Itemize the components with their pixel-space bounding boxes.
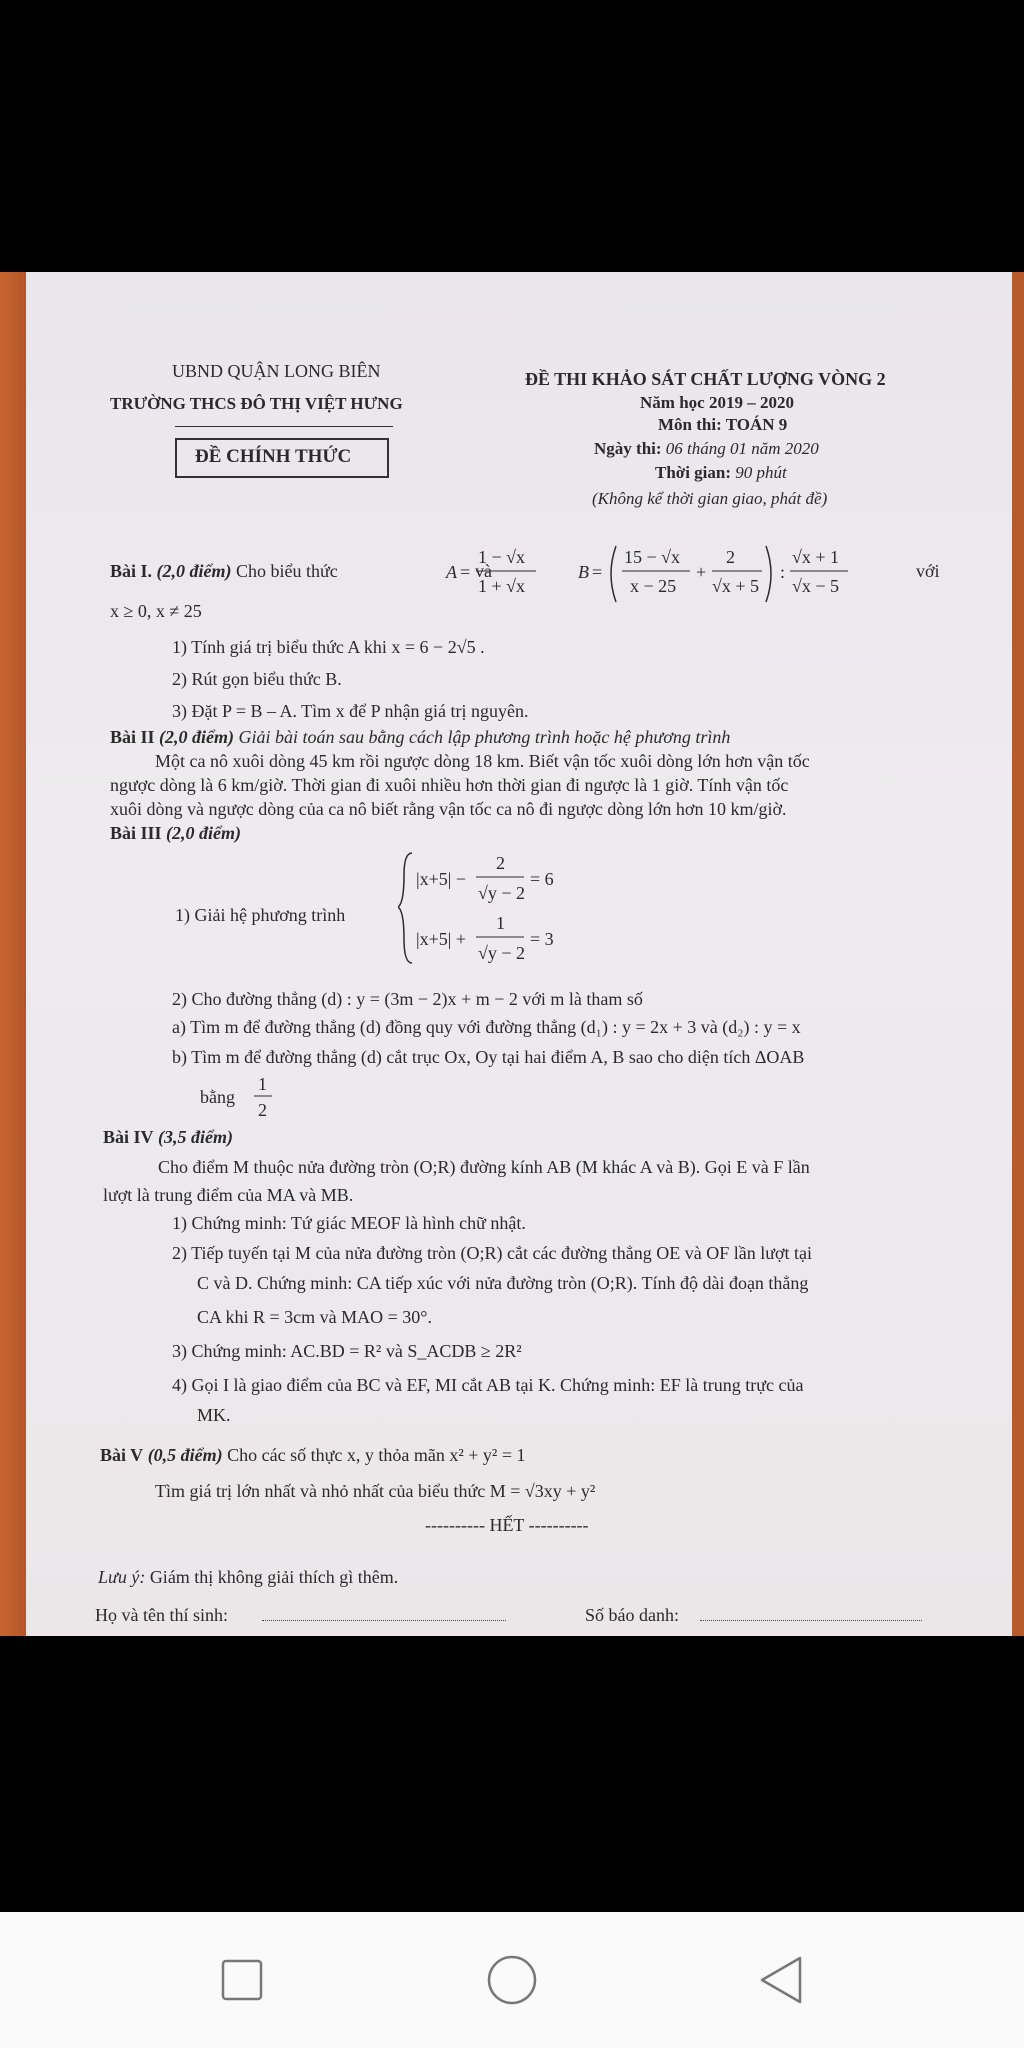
svg-text:=: = bbox=[592, 562, 603, 582]
bai4-q2a: 2) Tiếp tuyến tại M của nửa đường tròn (O;R) cắt các đường thẳng OE và OF lần lượt tại bbox=[172, 1243, 812, 1263]
table-edge-right bbox=[1012, 272, 1024, 1636]
note-text: Giám thị không giải thích gì thêm. bbox=[149, 1567, 399, 1587]
exam-note: (Không kể thời gian giao, phát đề) bbox=[592, 489, 828, 508]
svg-text:+: + bbox=[696, 562, 707, 582]
svg-text:= 3: = 3 bbox=[530, 929, 554, 949]
back-button[interactable] bbox=[752, 1950, 812, 2010]
svg-text:2: 2 bbox=[726, 547, 735, 567]
svg-text:A: A bbox=[446, 562, 457, 582]
svg-text:√y − 2: √y − 2 bbox=[478, 883, 526, 903]
bai4-q2b: C và D. Chứng minh: CA tiếp xúc với nửa đường tròn (O;R). Tính độ dài đoạn thẳng bbox=[197, 1273, 809, 1293]
exam-subject: Môn thi: TOÁN 9 bbox=[658, 415, 788, 434]
bai4-line2: lượt là trung điểm của MA và MB. bbox=[103, 1185, 354, 1205]
bai4-q4b: MK. bbox=[197, 1405, 231, 1425]
official-label: ĐỀ CHÍNH THỨC bbox=[195, 446, 352, 467]
bai1-q2: 2) Rút gọn biểu thức B. bbox=[172, 669, 342, 689]
district-name: UBND QUẬN LONG BIÊN bbox=[172, 361, 381, 381]
bai3-system bbox=[398, 845, 598, 975]
svg-text:15 − √x: 15 − √x bbox=[624, 547, 681, 567]
bai5-line2: Tìm giá trị lớn nhất và nhỏ nhất của biểu thức M = √3xy + y² bbox=[155, 1481, 596, 1501]
exam-time-label: Thời gian: bbox=[655, 463, 732, 482]
bai3-half bbox=[250, 1072, 280, 1122]
end-marker: ---------- HẾT ---------- bbox=[425, 1515, 589, 1535]
bai3-q2: 2) Cho đường thẳng (d) : y = (3m − 2)x + m − 2 với m là tham số bbox=[172, 989, 643, 1009]
note-label: Lưu ý: bbox=[98, 1567, 146, 1587]
svg-text:2: 2 bbox=[496, 853, 505, 873]
bai1-points: (2,0 điểm) bbox=[156, 561, 232, 581]
svg-text:= 6: = 6 bbox=[530, 869, 554, 889]
bai1-q3: 3) Đặt P = B – A. Tìm x để P nhận giá trị nguyên. bbox=[172, 701, 529, 721]
bai3-qa: a) Tìm m để đường thẳng (d) đồng quy với đường thẳng (d₁) : y = 2x + 3 và (d₂) : y = x bbox=[172, 1017, 801, 1037]
bai2-instruction: Giải bài toán sau bằng cách lập phương trình hoặc hệ phương trình bbox=[238, 727, 731, 747]
bai3-title: Bài III bbox=[110, 823, 162, 843]
table-edge-left bbox=[0, 272, 26, 1636]
svg-text:x − 25: x − 25 bbox=[630, 576, 677, 596]
bai4-q1: 1) Chứng minh: Tứ giác MEOF là hình chữ nhật. bbox=[172, 1213, 526, 1233]
svg-text:B: B bbox=[578, 562, 589, 582]
svg-text:1: 1 bbox=[496, 913, 505, 933]
bai1-formulas bbox=[440, 540, 940, 610]
bai4-points: (3,5 điểm) bbox=[158, 1127, 233, 1147]
exam-date: 06 tháng 01 năm 2020 bbox=[665, 439, 819, 458]
bai4-line1: Cho điểm M thuộc nửa đường tròn (O;R) đường kính AB (M khác A và B). Gọi E và F lần bbox=[158, 1157, 810, 1177]
bai1-condition: x ≥ 0, x ≠ 25 bbox=[110, 601, 202, 621]
school-name: TRƯỜNG THCS ĐÔ THỊ VIỆT HƯNG bbox=[110, 394, 403, 413]
svg-text:1: 1 bbox=[258, 1074, 267, 1094]
exam-time: 90 phút bbox=[735, 463, 787, 482]
square-icon bbox=[212, 1950, 272, 2010]
bai5-line1: Cho các số thực x, y thỏa mãn x² + y² = 1 bbox=[227, 1445, 526, 1465]
candidate-number-label: Số báo danh: bbox=[585, 1605, 679, 1625]
svg-text:√x + 5: √x + 5 bbox=[712, 576, 760, 596]
school-underline bbox=[175, 426, 393, 427]
navigation-bar bbox=[0, 1912, 1024, 2048]
candidate-name-label: Họ và tên thí sinh: bbox=[95, 1605, 228, 1625]
svg-text:√x + 1: √x + 1 bbox=[792, 547, 840, 567]
exam-date-label: Ngày thi: bbox=[594, 439, 662, 458]
bai4-q3: 3) Chứng minh: AC.BD = R² và S_ACDB ≥ 2R² bbox=[172, 1341, 522, 1361]
bai5-points: (0,5 điểm) bbox=[147, 1445, 223, 1465]
svg-text:√y − 2: √y − 2 bbox=[478, 943, 526, 963]
bai3-points: (2,0 điểm) bbox=[166, 823, 242, 843]
candidate-name-field bbox=[262, 1620, 506, 1621]
exam-title: ĐỀ THI KHẢO SÁT CHẤT LƯỢNG VÒNG 2 bbox=[525, 369, 886, 389]
recent-apps-button[interactable] bbox=[212, 1950, 272, 2010]
bai1-with: với bbox=[916, 561, 940, 581]
bai2-line1: Một ca nô xuôi dòng 45 km rồi ngược dòng 18 km. Biết vận tốc xuôi dòng lớn hơn vận tốc bbox=[155, 751, 810, 771]
svg-text:=: = bbox=[460, 562, 471, 582]
bai2-line2: ngược dòng là 6 km/giờ. Thời gian đi xuôi nhiều hơn thời gian đi ngược là 1 giờ. Tính vận tốc bbox=[110, 775, 789, 795]
svg-text:1 + √x: 1 + √x bbox=[478, 576, 526, 596]
bai2-line3: xuôi dòng và ngược dòng của ca nô biết rằng vận tốc ca nô đi ngược dòng lớn hơn 10 km/giờ. bbox=[110, 799, 787, 819]
circle-icon bbox=[482, 1950, 542, 2010]
bai4-q2c: CA khi R = 3cm và MAO = 30°. bbox=[197, 1307, 433, 1327]
bai3-qb: b) Tìm m để đường thẳng (d) cắt trục Ox, Oy tại hai điểm A, B sao cho diện tích ΔOAB bbox=[172, 1047, 805, 1067]
svg-text:1 − √x: 1 − √x bbox=[478, 547, 526, 567]
bai2-title: Bài II bbox=[110, 727, 155, 747]
svg-text:|x+5| −: |x+5| − bbox=[416, 869, 467, 889]
bai1-q1: 1) Tính giá trị biểu thức A khi x = 6 − 2√5 . bbox=[172, 637, 485, 657]
bai5-title: Bài V bbox=[100, 1445, 144, 1465]
bai1-intro: Cho biểu thức bbox=[236, 561, 338, 581]
candidate-number-field bbox=[700, 1620, 922, 1621]
svg-text::: : bbox=[780, 562, 786, 582]
bai1-title: Bài I. bbox=[110, 561, 153, 581]
svg-text:|x+5| +: |x+5| + bbox=[416, 929, 467, 949]
bai4-title: Bài IV bbox=[103, 1127, 154, 1147]
svg-text:√x − 5: √x − 5 bbox=[792, 576, 840, 596]
bai1-and: và bbox=[475, 561, 492, 581]
bai4-q4a: 4) Gọi I là giao điểm của BC và EF, MI cắt AB tại K. Chứng minh: EF là trung trực của bbox=[172, 1375, 804, 1395]
bai3-qb2: bằng bbox=[200, 1087, 235, 1107]
bai2-points: (2,0 điểm) bbox=[159, 727, 235, 747]
svg-text:2: 2 bbox=[258, 1100, 267, 1120]
home-button[interactable] bbox=[482, 1950, 542, 2010]
bai3-q1: 1) Giải hệ phương trình bbox=[175, 905, 346, 925]
school-year: Năm học 2019 – 2020 bbox=[640, 393, 794, 412]
triangle-back-icon bbox=[752, 1950, 812, 2010]
